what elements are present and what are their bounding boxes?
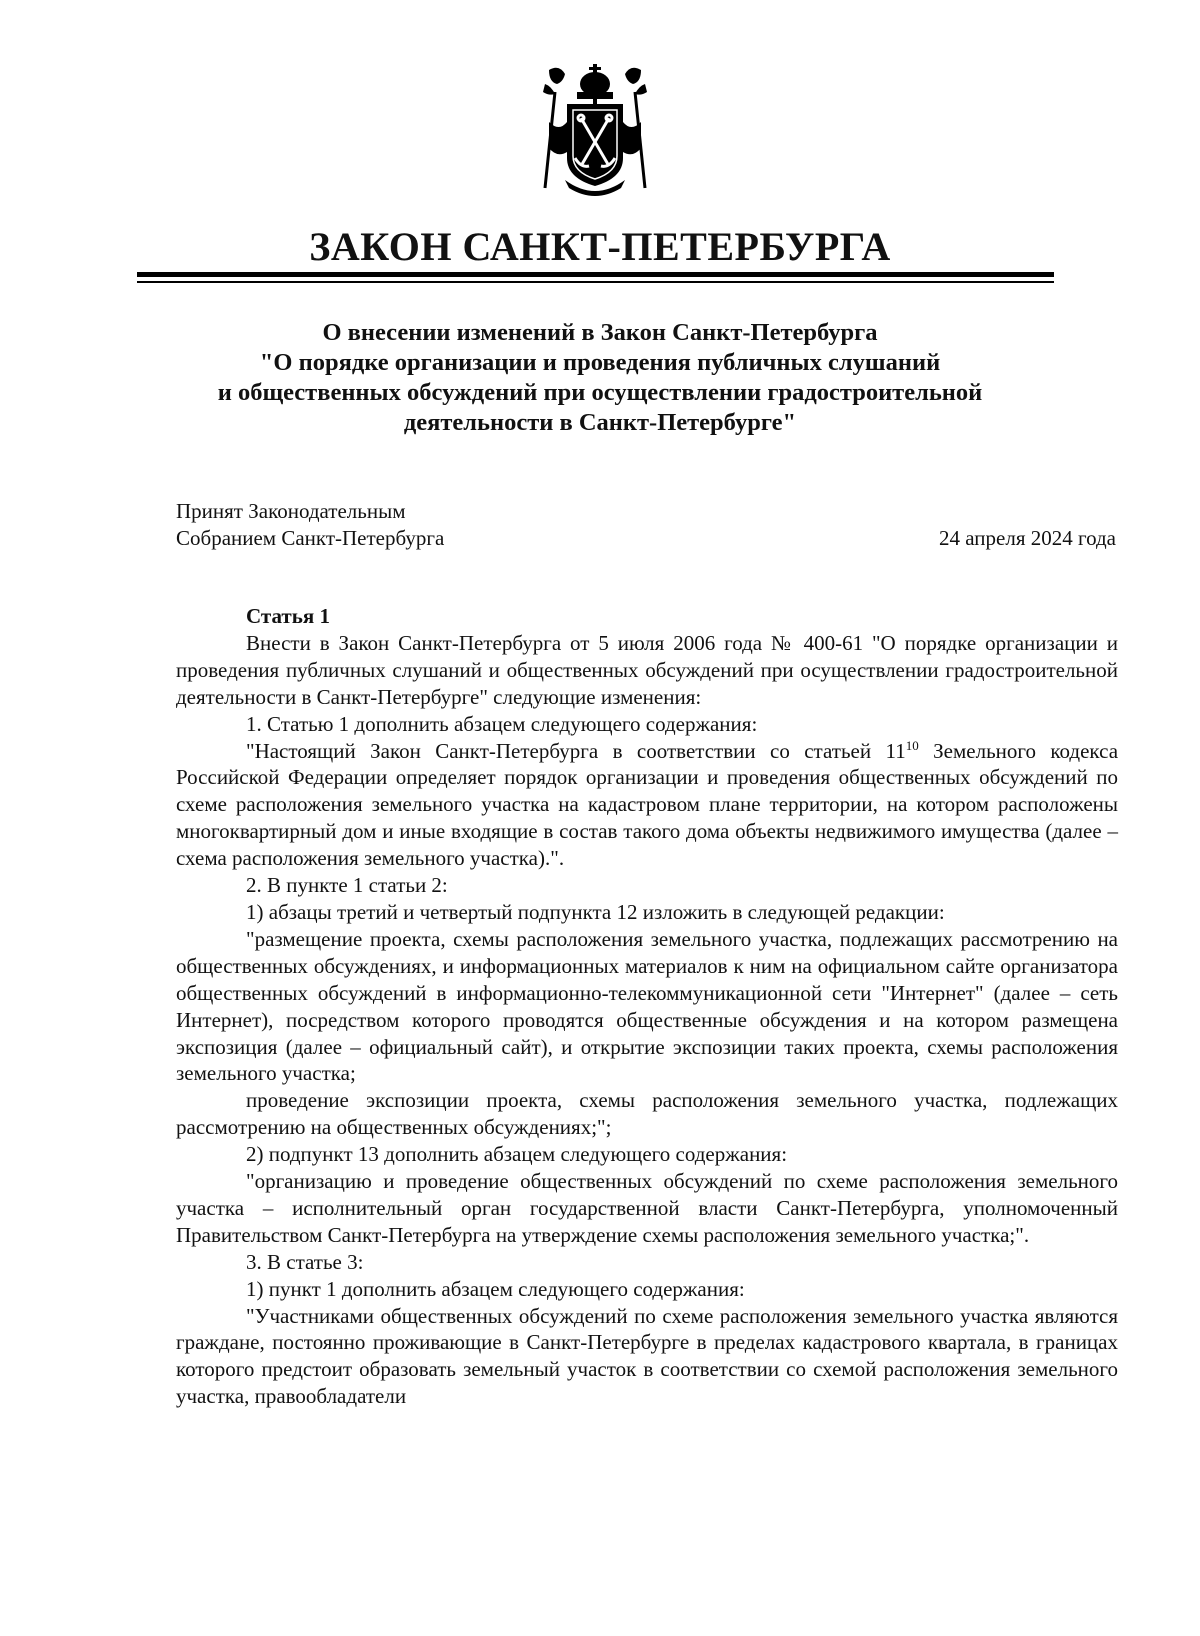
paragraph: 1) пункт 1 дополнить абзацем следующего содержания: [246,1276,745,1301]
paragraph: 1. Статью 1 дополнить абзацем следующего содержания: [246,711,758,736]
paragraph: "Участниками общественных обсуждений по схеме расположения земельного участка являются граждане, постоянно проживающие в Санкт-Петербурге в пределах кадастрового квартала, в границах которого предстоит образовать земельный участок в соответствии со схемой расположения земельного участка, правообладатели [176,1303,1118,1409]
subtitle-line: и общественных обсуждений при осуществлении градостроительной [217,379,983,406]
paragraph: 2. В пункте 1 статьи 2: [246,873,448,898]
document-subtitle [0,318,1200,438]
title-rule-thin [137,281,1054,283]
adopted-line: Собранием Санкт-Петербурга [176,526,445,550]
paragraph: "размещение проекта, схемы расположения земельного участка, подлежащих рассмотрению на общественных обсуждениях, и информационных материалов к ним на официальном сайте организатора общественных обсуждений в информационно-телекоммуникационной сети "Интернет" (далее – сеть Интернет), посредством которого проводятся общественные обсуждения и на котором размещена экспозиция (далее – официальный сайт), и открытие экспозиции таких проекта, схемы расположения земельного участка; [176,926,1118,1086]
paragraph: "организацию и проведение общественных обсуждений по схеме расположения земельного участка – исполнительный орган государственной власти Санкт-Петербурга, уполномоченный Правительством Санкт-Петербурга на утверждение схемы расположения земельного участка;". [176,1169,1118,1247]
subtitle-line: деятельности в Санкт-Петербурге" [403,409,797,436]
document-title: ЗАКОН САНКТ-ПЕТЕРБУРГА [309,224,891,269]
title-rule-thick [137,272,1054,277]
adopted-by [176,498,444,552]
paragraph-text: Земельного кодекса Российской Федерации определяет порядок организации и проведения общественных обсуждений по схеме расположения земельного участка на кадастровом плане территории, на котором расположены многоквартирный дом и иные входящие в состав такого дома объекты недвижимого имущества (далее – схема расположения земельного участка).". [176,738,1119,871]
article-heading: Статья 1 [246,604,330,628]
paragraph: 1) абзацы третий и четвертый подпункта 12 изложить в следующей редакции: [246,899,945,924]
paragraph: 3. В статье 3: [246,1249,364,1274]
paragraph: проведение экспозиции проекта, схемы расположения земельного участка, подлежащих рассмотрению на общественных обсуждениях;"; [176,1088,1118,1140]
subtitle-line: "О порядке организации и проведения публичных слушаний [259,349,941,376]
adopted-date: 24 апреля 2024 года [939,526,1116,550]
adopted-line: Принят Законодательным [176,499,406,523]
subtitle-line: О внесении изменений в Закон Санкт-Петербурга [322,319,878,346]
paragraph [176,738,1118,873]
paragraph: 2) подпункт 13 дополнить абзацем следующего содержания: [246,1142,788,1167]
coat-of-arms-icon [535,62,655,202]
document-body [176,603,1118,1410]
superscript: 10 [905,737,919,753]
paragraph: Внести в Закон Санкт-Петербурга от 5 июля 2006 года № 400-61 "О порядке организации и проведения публичных слушаний и общественных обсуждений при осуществлении градостроительной деятельности в Санкт-Петербурге" следующие изменения: [176,630,1118,709]
paragraph-text: "Настоящий Закон Санкт-Петербурга в соответствии со статьей 11 [246,738,906,763]
